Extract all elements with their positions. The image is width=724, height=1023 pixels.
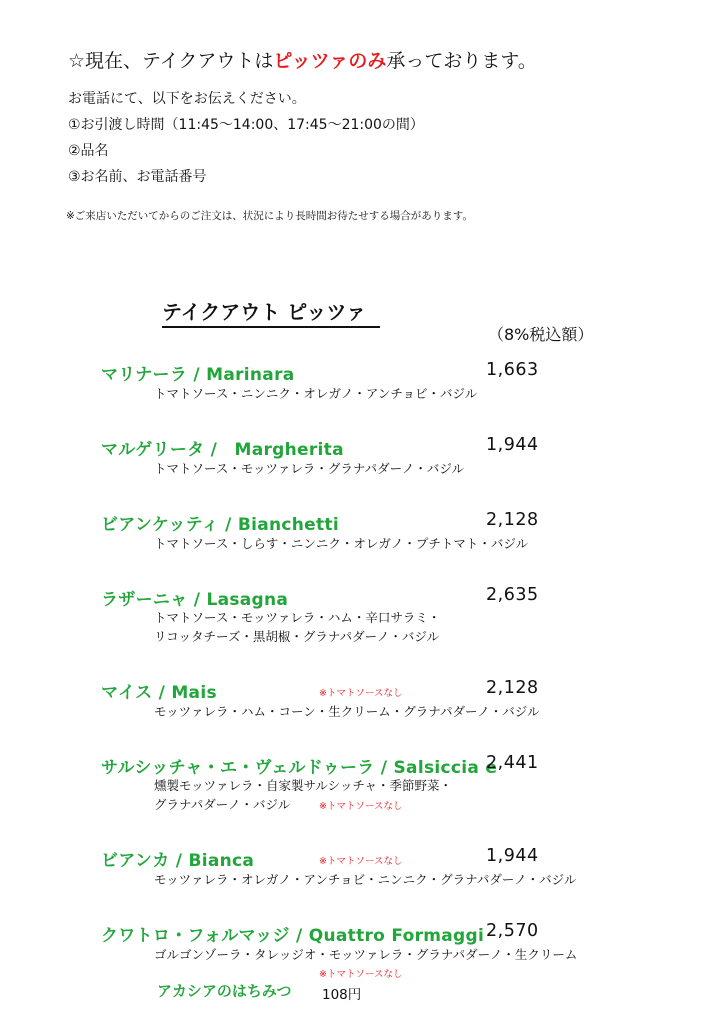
instruction-item-name: ②品名	[68, 143, 109, 159]
menu-item-name: サルシッチャ・エ・ヴェルドゥーラ / Salsiccia e	[101, 758, 498, 778]
menu-item-description: ゴルゴンゾーラ・タレッジオ・モッツァレラ・グラナパダーノ・生クリーム	[154, 947, 578, 962]
instruction-pickup-time: ①お引渡し時間（11:45～14:00、17:45～21:00の間）	[68, 117, 424, 133]
menu-item-price: 1,944	[486, 846, 539, 866]
menu-item-description: モッツァレラ・ハム・コーン・生クリーム・グラナパダーノ・バジル	[154, 704, 540, 719]
menu-item-description: グラナパダーノ・バジル	[154, 797, 291, 812]
menu-item-name: ラザーニャ / Lasagna	[101, 590, 289, 610]
no-tomato-sauce-tag: ※トマトソースなし	[319, 856, 403, 867]
menu-item-name: クワトロ・フォルマッジ / Quattro Formaggi	[101, 926, 485, 946]
menu-item-description: モッツァレラ・オレガノ・アンチョビ・ニンニク・グラナパダーノ・バジル	[154, 872, 577, 887]
no-tomato-sauce-tag: ※トマトソースなし	[319, 688, 403, 699]
menu-item-price: 2,128	[486, 510, 539, 530]
no-tomato-sauce-tag: ※トマトソースなし	[319, 801, 403, 812]
instruction-name-phone: ③お名前、お電話番号	[68, 169, 207, 185]
menu-item-price: 2,570	[486, 921, 539, 941]
menu-item-price: 2,635	[486, 585, 539, 605]
menu-item-name: ビアンカ / Bianca	[101, 851, 255, 871]
menu-item-description: トマトソース・モッツァレラ・グラナパダーノ・バジル	[154, 461, 465, 476]
menu-item-price: 1,944	[486, 435, 539, 455]
takeout-notice	[68, 46, 537, 73]
instruction-intro: お電話にて、以下をお伝えください。	[68, 91, 306, 107]
menu-item-description: トマトソース・ニンニク・オレガノ・アンチョビ・バジル	[154, 386, 478, 401]
menu-item-name: ビアンケッティ / Bianchetti	[101, 515, 339, 535]
notice-prefix: ☆現在、テイクアウトは	[68, 50, 274, 72]
menu-item-price: 2,441	[486, 753, 539, 773]
menu-title: テイクアウト ピッツァ	[162, 296, 380, 328]
menu-item-description: リコッタチーズ・黒胡椒・グラナパダーノ・バジル	[154, 629, 440, 644]
menu-item-price: 2,128	[486, 678, 539, 698]
menu-item-name: マリナーラ / Marinara	[101, 365, 295, 385]
notice-highlight: ピッツァのみ	[273, 50, 387, 72]
menu-item-name: マイス / Mais	[101, 683, 217, 703]
honey-addon-price: 108円	[322, 987, 362, 1003]
menu-item-description: トマトソース・モッツァレラ・ハム・辛口サラミ・	[154, 610, 441, 625]
menu-item-description: トマトソース・しらす・ニンニク・オレガノ・プチトマト・バジル	[154, 536, 529, 551]
tax-note: （8%税込額）	[488, 325, 594, 344]
menu-item-description: 燻製モッツァレラ・自家製サルシッチャ・季節野菜・	[154, 778, 452, 793]
menu-item-price: 1,663	[486, 360, 539, 380]
menu-item-name: マルゲリータ / Margherita	[101, 440, 344, 460]
no-tomato-sauce-tag: ※トマトソースなし	[319, 969, 403, 980]
notice-suffix: 承っております。	[386, 50, 537, 72]
honey-addon-name: アカシアのはちみつ	[157, 982, 292, 1000]
in-store-order-note: ※ご来店いただいてからのご注文は、状況により長時間お待たせする場合があります。	[66, 210, 473, 222]
